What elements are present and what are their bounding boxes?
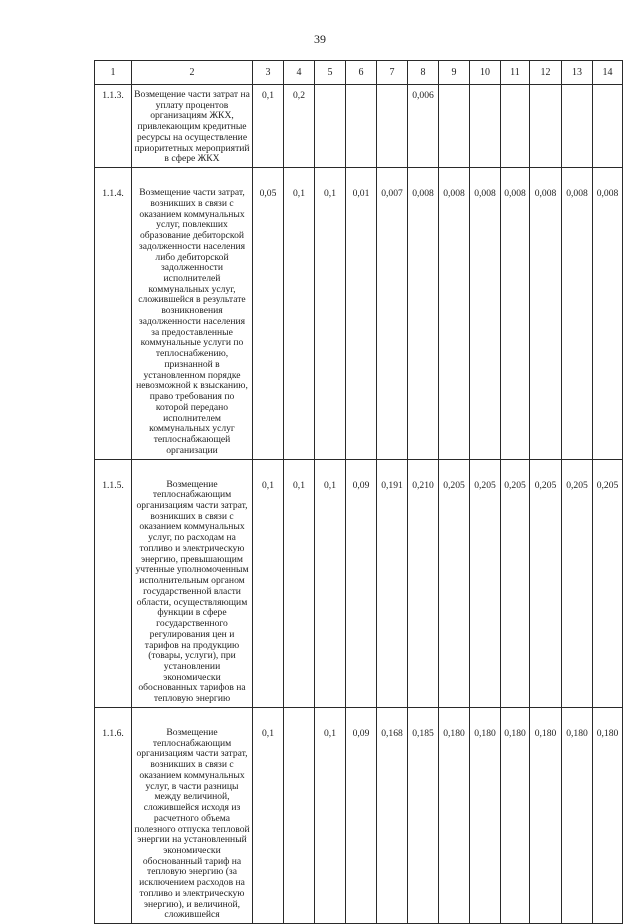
value-cell: 0,2 [284,85,315,168]
value-cell: 0,007 [377,168,408,459]
value-cell: 0,205 [470,459,501,707]
column-header: 2 [132,61,253,85]
value-cell: 0,1 [315,459,346,707]
value-cell [470,85,501,168]
value-cell [377,85,408,168]
value-cell: 0,180 [530,707,562,923]
value-cell: 0,205 [562,459,593,707]
value-cell [501,85,530,168]
value-cell: 0,1 [315,707,346,923]
value-cell [530,85,562,168]
value-cell: 0,205 [593,459,623,707]
value-cell: 0,008 [470,168,501,459]
value-cell: 0,180 [501,707,530,923]
table-row [95,459,623,707]
value-cell [315,85,346,168]
budget-table [94,60,623,924]
column-header: 3 [253,61,284,85]
row-code: 1.1.4. [95,168,132,459]
value-cell [284,707,315,923]
value-cell: 0,1 [253,85,284,168]
value-cell: 0,008 [562,168,593,459]
page-number: 39 [314,32,326,46]
value-cell: 0,006 [408,85,439,168]
row-code: 1.1.6. [95,707,132,923]
value-cell: 0,008 [501,168,530,459]
value-cell: 0,09 [346,459,377,707]
value-cell: 0,180 [593,707,623,923]
row-description: Возмещение части затрат на уплату процентов организациям ЖКХ, привлекающим кредитные ресурсы на осуществление приоритетных мероприятий в сфере ЖКХ [132,85,253,168]
value-cell: 0,168 [377,707,408,923]
value-cell: 0,1 [284,459,315,707]
value-cell: 0,1 [253,707,284,923]
value-cell: 0,09 [346,707,377,923]
value-cell: 0,185 [408,707,439,923]
value-cell [346,85,377,168]
row-description: Возмещение теплоснабжающим организациям части затрат, возникших в связи с оказанием коммунальных услуг, по расходам на топливо и электрическую энергию, превышающим учтенные уполномоченным исполнительным органом государственной власти области, осуществляющим функции в сфере государственного регулирования цен и тарифов на продукцию (товары, услуги), при установлении экономически обоснованных тарифов на тепловую энергию [132,459,253,707]
row-description: Возмещение части затрат, возникших в связи с оказанием коммунальных услуг, повлекших образование дебиторской задолженности населения либо дебиторской задолженности исполнителей коммунальных услуг, сложившейся в результате возникновения задолженности населения за предоставленные коммунальные услуги по теплоснабжению, признанной в установленном порядке невозможной к взысканию, право требования по которой передано исполнителем коммунальных услуг теплоснабжающей организации [132,168,253,459]
value-cell: 0,008 [530,168,562,459]
column-header: 1 [95,61,132,85]
column-header: 9 [439,61,470,85]
value-cell: 0,180 [439,707,470,923]
value-cell: 0,05 [253,168,284,459]
value-cell: 0,180 [470,707,501,923]
value-cell: 0,008 [593,168,623,459]
row-code: 1.1.5. [95,459,132,707]
column-header: 6 [346,61,377,85]
value-cell: 0,205 [530,459,562,707]
table-row [95,168,623,459]
table-row [95,707,623,923]
value-cell: 0,1 [253,459,284,707]
value-cell: 0,210 [408,459,439,707]
row-code: 1.1.3. [95,85,132,168]
column-header: 14 [593,61,623,85]
column-header: 11 [501,61,530,85]
value-cell: 0,1 [284,168,315,459]
table-row [95,85,623,168]
column-header: 10 [470,61,501,85]
value-cell [439,85,470,168]
value-cell: 0,205 [439,459,470,707]
value-cell: 0,191 [377,459,408,707]
value-cell: 0,1 [315,168,346,459]
value-cell: 0,01 [346,168,377,459]
column-header: 5 [315,61,346,85]
column-header: 7 [377,61,408,85]
value-cell: 0,205 [501,459,530,707]
value-cell [593,85,623,168]
value-cell: 0,180 [562,707,593,923]
row-description: Возмещение теплоснабжающим организациям части затрат, возникших в связи с оказанием коммунальных услуг, в части разницы между величиной, сложившейся исходя из расчетного объема полезного отпуска тепловой энергии на установленный экономически обоснованный тариф на тепловую энергию (за исключением расходов на топливо и электрическую энергию), и величиной, сложившейся [132,707,253,923]
value-cell: 0,008 [408,168,439,459]
header-row [95,61,623,85]
column-header: 13 [562,61,593,85]
value-cell [562,85,593,168]
column-header: 12 [530,61,562,85]
column-header: 4 [284,61,315,85]
column-header: 8 [408,61,439,85]
value-cell: 0,008 [439,168,470,459]
